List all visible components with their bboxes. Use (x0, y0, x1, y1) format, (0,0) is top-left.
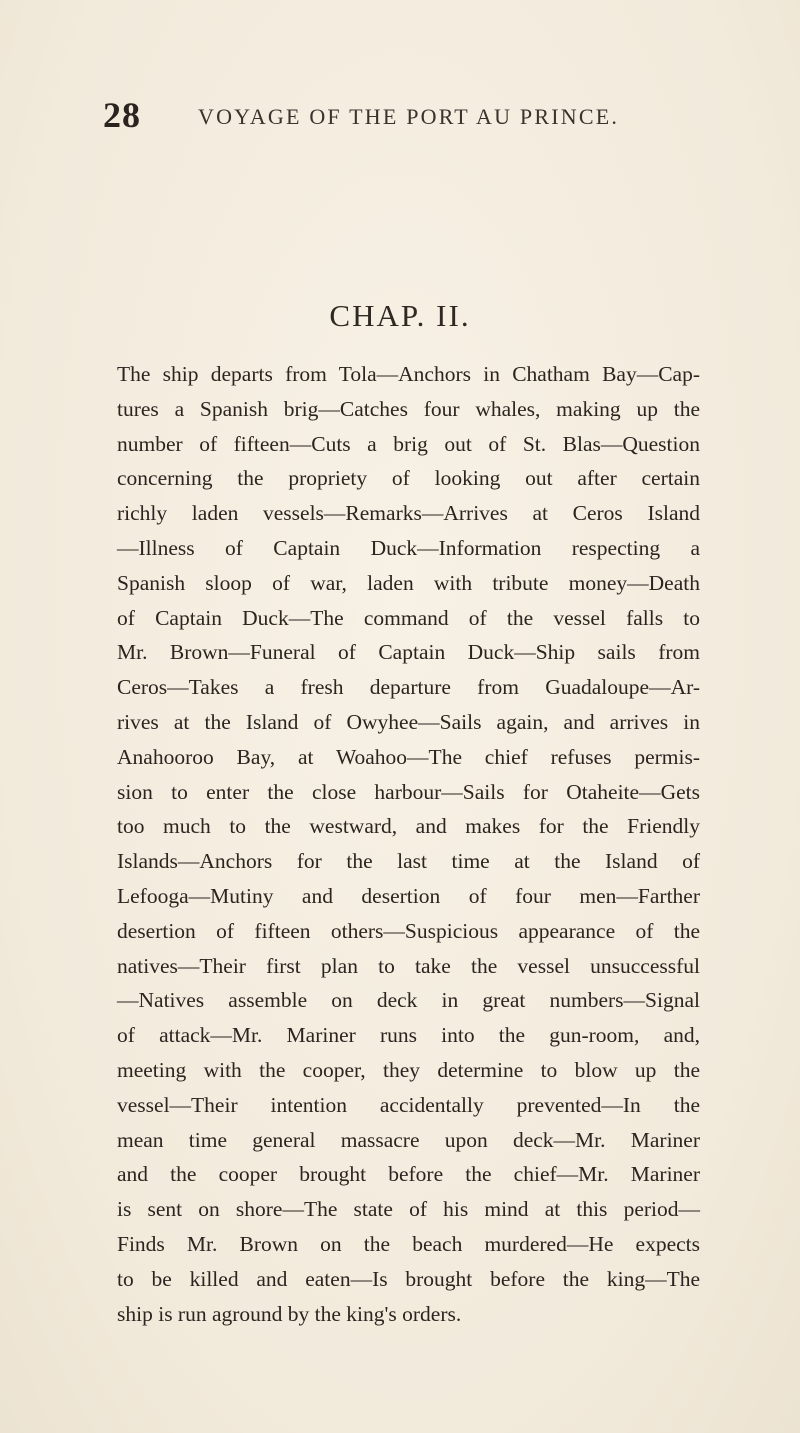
synopsis-line: sion to enter the close harbour—Sails for Otaheite—Gets (117, 779, 700, 804)
synopsis-line: and the cooper brought before the chief—Mr. Mariner (117, 1162, 700, 1187)
synopsis-line: Islands—Anchors for the last time at the Island of (117, 849, 700, 874)
running-head (103, 94, 703, 138)
synopsis-line: of Captain Duck—The command of the vessel falls to (117, 605, 700, 630)
synopsis-line: Anahooroo Bay, at Woahoo—The chief refuses permis- (117, 744, 700, 769)
synopsis-line: number of fifteen—Cuts a brig out of St. Blas—Question (117, 431, 700, 456)
synopsis-line: Mr. Brown—Funeral of Captain Duck—Ship sails from (117, 640, 700, 665)
synopsis-line: natives—Their first plan to take the vessel unsuccessful (117, 953, 700, 978)
synopsis-line: ship is run aground by the king's orders. (117, 1301, 462, 1326)
synopsis-line: mean time general massacre upon deck—Mr. Mariner (117, 1127, 700, 1152)
synopsis-line: to be killed and eaten—Is brought before the king—The (117, 1266, 700, 1291)
synopsis-line: meeting with the cooper, they determine to blow up the (117, 1057, 700, 1082)
synopsis-line: Lefooga—Mutiny and desertion of four men—Farther (117, 883, 700, 908)
page-number: 28 (103, 95, 141, 135)
synopsis-line: desertion of fifteen others—Suspicious appearance of the (117, 918, 700, 943)
synopsis-line: richly laden vessels—Remarks—Arrives at Ceros Island (117, 501, 700, 526)
chapter-heading: CHAP. II. (329, 298, 471, 333)
synopsis-line: tures a Spanish brig—Catches four whales, making up the (117, 396, 700, 421)
synopsis-line: rives at the Island of Owyhee—Sails again, and arrives in (117, 709, 700, 734)
running-title: VOYAGE OF THE PORT AU PRINCE. (198, 104, 620, 129)
synopsis-line: Finds Mr. Brown on the beach murdered—He expects (117, 1231, 700, 1256)
synopsis-line: —Illness of Captain Duck—Information respecting a (117, 535, 700, 560)
synopsis-line: too much to the westward, and makes for the Friendly (117, 814, 700, 839)
chapter-synopsis (117, 357, 700, 1331)
synopsis-line: Ceros—Takes a fresh departure from Guadaloupe—Ar- (117, 675, 700, 700)
synopsis-line: is sent on shore—The state of his mind at this period— (117, 1197, 700, 1222)
synopsis-line: concerning the propriety of looking out after certain (117, 466, 700, 491)
synopsis-line: vessel—Their intention accidentally prevented—In the (117, 1092, 700, 1117)
synopsis-line: —Natives assemble on deck in great numbers—Signal (117, 988, 700, 1013)
synopsis-line: of attack—Mr. Mariner runs into the gun-room, and, (117, 1023, 700, 1048)
synopsis-line: Spanish sloop of war, laden with tribute money—Death (117, 570, 700, 595)
synopsis-line: The ship departs from Tola—Anchors in Chatham Bay—Cap- (117, 362, 700, 386)
